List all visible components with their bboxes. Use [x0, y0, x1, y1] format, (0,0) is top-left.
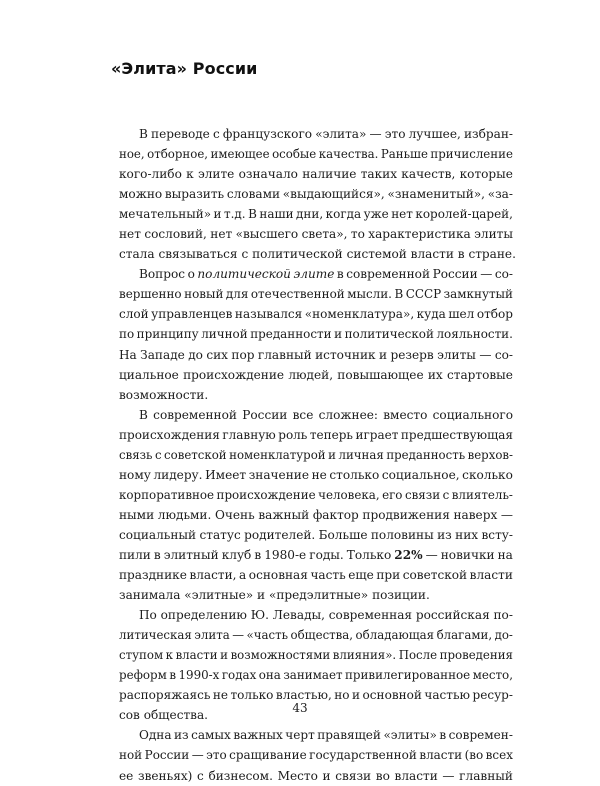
word: 22% [394, 547, 423, 562]
word: не [311, 467, 327, 482]
text-line [119, 665, 513, 685]
text-line [119, 184, 513, 204]
word: сложнее: [318, 407, 378, 422]
text-line [119, 144, 513, 164]
word: шел [448, 307, 475, 322]
word: повышающее [337, 367, 424, 382]
text-line [119, 405, 513, 425]
text-line [119, 124, 513, 144]
text-line [119, 745, 513, 765]
text-line [119, 585, 513, 605]
word: о [187, 267, 195, 282]
word: куда [416, 307, 446, 322]
word: циальное [119, 367, 179, 382]
word: ному [119, 467, 151, 482]
word: политической [197, 267, 291, 282]
word: советской [402, 568, 468, 583]
word: пили [119, 547, 151, 562]
word: с [241, 247, 249, 262]
word: дни, [296, 207, 324, 222]
section-heading: «Элита» России [111, 59, 258, 78]
word: не [212, 688, 229, 703]
text-line [119, 766, 513, 786]
word: правящей [317, 728, 381, 743]
word: людей, [288, 367, 334, 382]
word: В [394, 287, 404, 302]
word: причисление [430, 147, 513, 162]
word: современной [153, 407, 237, 422]
word: имеющее [210, 147, 270, 162]
word: Раньше [380, 147, 428, 162]
word: она [258, 668, 281, 683]
word: «номенклатура», [304, 307, 415, 322]
word: элита [194, 628, 230, 643]
word: В [248, 207, 257, 222]
word: привилегированное [345, 668, 471, 683]
word: переводе [151, 127, 210, 141]
word: «знаменитый», [387, 187, 486, 202]
word: связи [335, 768, 372, 783]
word: принципу [136, 327, 199, 342]
word: родителей. [244, 527, 316, 542]
word: статус [199, 527, 241, 542]
word: возможностями [230, 648, 331, 663]
word: «за- [487, 187, 513, 202]
word: 1980-е [264, 547, 307, 562]
word: но [334, 688, 350, 703]
word: значение [248, 467, 309, 482]
word: личной [201, 327, 248, 342]
word: — [232, 628, 244, 643]
word: ной [119, 748, 143, 763]
word: Имеет [205, 467, 247, 482]
word: верхов- [467, 447, 513, 462]
word: наверх [453, 507, 498, 522]
word: сращивание [229, 748, 307, 763]
word: — [480, 267, 493, 282]
word: связь [119, 447, 153, 462]
word: предшествующая [400, 427, 513, 442]
word: наличие [302, 167, 357, 182]
word: то [350, 227, 365, 242]
text-line [119, 485, 513, 505]
word: социальный [119, 527, 197, 542]
word: к [165, 648, 174, 663]
word: стала [119, 247, 155, 262]
word: — [369, 127, 382, 141]
word: системой [346, 247, 407, 262]
word: властью, [275, 688, 332, 703]
word: словами [226, 187, 281, 202]
word: власти [469, 568, 513, 583]
word: них [455, 527, 479, 542]
word: главную [222, 427, 276, 442]
word: Очень [214, 507, 255, 522]
text-line [119, 224, 513, 244]
word: элитный [163, 547, 219, 562]
word: на [497, 547, 513, 562]
word: Западе [140, 347, 185, 362]
word: их [427, 367, 443, 382]
word: это [384, 127, 406, 141]
word: роль [278, 427, 308, 442]
word: еще [348, 568, 374, 583]
word: звеньях) [137, 768, 193, 783]
word: — [191, 748, 204, 763]
word: — [479, 347, 492, 362]
word: Вопрос [139, 267, 186, 282]
word: в [254, 547, 262, 562]
text-line [119, 645, 513, 665]
word: связи [404, 487, 441, 502]
word: пор [231, 347, 255, 362]
text-line [119, 725, 513, 745]
word: и [322, 768, 331, 783]
word: позиции. [372, 588, 430, 603]
word: когда [325, 207, 362, 222]
word: современная [328, 608, 413, 623]
word: ными [119, 507, 155, 522]
word: — [425, 547, 438, 562]
word: элите [197, 167, 235, 182]
word: резерв [390, 347, 434, 362]
text-line [119, 264, 513, 284]
word: столько [329, 467, 380, 482]
word: с [442, 487, 450, 502]
word: до- [494, 628, 513, 643]
word: основной [362, 688, 422, 703]
word: власти [419, 748, 463, 763]
word: мысли. [347, 287, 392, 302]
word: элиты [474, 227, 513, 242]
word: можно [119, 187, 163, 202]
word: Левады, [272, 608, 325, 623]
word: особые [272, 147, 317, 162]
word: политической [344, 327, 434, 342]
text-line [119, 465, 513, 485]
word: Место [277, 768, 318, 783]
word: в [457, 247, 465, 262]
word: и [334, 327, 343, 342]
word: годы. [309, 547, 344, 562]
word: и [352, 688, 361, 703]
word: всту- [481, 527, 513, 542]
text-line [119, 545, 513, 565]
word: преданности [250, 327, 332, 342]
text-line [119, 304, 513, 324]
word: людьми. [157, 507, 212, 522]
word: сословий, [144, 227, 207, 242]
word: современ- [448, 728, 513, 743]
word: — [442, 768, 455, 783]
text-line [119, 525, 513, 545]
word: это [206, 748, 227, 763]
word: элите [293, 267, 335, 282]
text-line [119, 445, 513, 465]
text-line [119, 244, 516, 264]
word: «высшего [235, 227, 299, 242]
word: происхождение [216, 487, 316, 502]
word: власти [394, 768, 438, 783]
word: сов [119, 708, 140, 723]
word: в [439, 728, 447, 743]
word: во [375, 768, 390, 783]
word: новички [440, 547, 495, 562]
word: влияния». [332, 648, 397, 663]
word: а [239, 568, 247, 583]
word: власти [175, 648, 218, 663]
word: Только [346, 547, 392, 562]
word: качеств, [401, 167, 456, 182]
word: качества. [318, 147, 379, 162]
word: лучшее, [408, 127, 461, 141]
word: ресур- [472, 688, 513, 703]
word: новый [184, 287, 224, 302]
text-line [119, 385, 513, 405]
word: света», [301, 227, 348, 242]
word: и [257, 588, 266, 603]
word: 1990-х [178, 668, 220, 683]
word: наши [259, 207, 294, 222]
word: реформ [119, 668, 167, 683]
word: нет [391, 207, 413, 222]
word: современной [346, 267, 431, 282]
word: выразить [164, 187, 225, 202]
word: ее [119, 768, 134, 783]
word: с [212, 127, 220, 141]
word: преданность [386, 447, 466, 462]
word: в [336, 267, 344, 282]
word: слой [119, 307, 149, 322]
word: всех [485, 748, 513, 763]
word: элиты [437, 347, 476, 362]
word: номенклатурой [229, 447, 326, 462]
word: — [500, 507, 513, 522]
word: корпоративное [119, 487, 215, 502]
word: власти, [189, 568, 237, 583]
word: нет [119, 227, 141, 242]
word: «элита» [315, 127, 367, 141]
word: «элиты» [383, 728, 437, 743]
word: в [169, 668, 177, 683]
word: кого-либо [119, 167, 182, 182]
word: происхождения [119, 427, 220, 442]
word: занимала [119, 588, 181, 603]
text-line [119, 565, 513, 585]
word: лояльности. [436, 327, 513, 342]
word: мечательный» [119, 207, 212, 222]
word: обладающая [355, 628, 435, 643]
text-line [119, 365, 513, 385]
word: и [328, 447, 336, 462]
word: и [220, 648, 229, 663]
word: теперь [309, 427, 353, 442]
word: важный [258, 507, 310, 522]
page-number: 43 [292, 701, 308, 715]
word: из [174, 728, 189, 743]
word: означало [238, 167, 298, 182]
word: замкнутый [443, 287, 513, 302]
word: сих [206, 347, 228, 362]
word: проведения [439, 648, 513, 663]
word: его [382, 487, 403, 502]
text-line [119, 505, 513, 525]
word: при [376, 568, 401, 583]
word: к [186, 167, 194, 182]
word: благами, [436, 628, 493, 643]
word: «элитные» [184, 588, 254, 603]
text-line [119, 605, 513, 625]
word: главный [257, 347, 312, 362]
word: В [139, 127, 148, 141]
word: источник [315, 347, 376, 362]
word: и [213, 207, 222, 222]
word: социальное, [381, 467, 460, 482]
word: стране. [468, 247, 516, 262]
word: социального [432, 407, 513, 422]
word: избран- [463, 127, 513, 141]
word: частью [424, 688, 471, 703]
word: политической [252, 247, 343, 262]
word: часть [310, 568, 346, 583]
text-line [119, 345, 513, 365]
text-line [119, 204, 513, 224]
word: важных [233, 728, 283, 743]
word: в [153, 547, 161, 562]
word: распоряжаясь [119, 688, 211, 703]
word: с [154, 447, 162, 462]
word: со- [494, 267, 513, 282]
word: После [398, 648, 438, 663]
body-text [119, 124, 516, 786]
word: называлcя [234, 307, 303, 322]
word: таких [360, 167, 398, 182]
text-line [119, 425, 513, 445]
word: отбор [476, 307, 513, 322]
word: общества, [290, 628, 354, 643]
word: по- [493, 608, 513, 623]
word: со- [494, 347, 513, 362]
word: т.д. [224, 207, 246, 222]
word: вместо [383, 407, 428, 422]
word: которые [459, 167, 513, 182]
word: занимает [283, 668, 343, 683]
text-line [119, 324, 513, 344]
word: королей-царей, [415, 207, 513, 222]
word: основная [248, 568, 308, 583]
word: литическая [119, 628, 192, 643]
word: нет [210, 227, 233, 242]
word: «предэлитные» [268, 588, 369, 603]
word: По [139, 608, 157, 623]
word: лидеру. [153, 467, 203, 482]
word: Больше [318, 527, 368, 542]
text-line [119, 625, 513, 645]
word: советской [164, 447, 227, 462]
word: российская [415, 608, 490, 623]
word: общества. [143, 708, 209, 723]
word: только [230, 688, 274, 703]
word: возможности. [119, 387, 209, 402]
word: государственной [309, 748, 417, 763]
word: «часть [246, 628, 288, 643]
word: России [432, 267, 478, 282]
word: сколько [462, 467, 513, 482]
word: «выдающийся», [282, 187, 385, 202]
word: празднике [119, 568, 187, 583]
word: клуб [221, 547, 252, 562]
word: личная [338, 447, 384, 462]
word: СССР [405, 287, 442, 302]
word: связываться [158, 247, 238, 262]
word: продвижения [362, 507, 450, 522]
word: вершенно [119, 287, 182, 302]
word: управленцев [151, 307, 233, 322]
word: все [292, 407, 314, 422]
word: В [139, 407, 148, 422]
word: (во [464, 748, 484, 763]
word: годах [221, 668, 257, 683]
word: по [119, 327, 135, 342]
text-line [119, 164, 513, 184]
word: России [144, 748, 190, 763]
word: французского [222, 127, 313, 141]
word: происхождение [183, 367, 285, 382]
word: отборное, [147, 147, 209, 162]
word: стартовые [446, 367, 513, 382]
word: определению [160, 608, 247, 623]
word: человека, [318, 487, 380, 502]
word: с [197, 768, 204, 783]
word: половины [370, 527, 434, 542]
word: для [225, 287, 249, 302]
word: уже [363, 207, 389, 222]
word: характеристика [368, 227, 471, 242]
word: ное, [119, 147, 145, 162]
word: и [379, 347, 388, 362]
word: самых [191, 728, 231, 743]
word: ступом [119, 648, 164, 663]
text-line [119, 284, 513, 304]
word: фактор [312, 507, 359, 522]
word: до [188, 347, 203, 362]
word: черт [285, 728, 315, 743]
word: бизнесом. [208, 768, 273, 783]
word: играет [355, 427, 399, 442]
word: На [119, 347, 137, 362]
word: Ю. [250, 608, 270, 623]
word: власти [410, 247, 454, 262]
word: главный [459, 768, 513, 783]
word: отечественной [250, 287, 345, 302]
word: влиятель- [451, 487, 513, 502]
word: России [242, 407, 288, 422]
word: из [437, 527, 452, 542]
word: Одна [139, 728, 172, 743]
word: место, [472, 668, 513, 683]
